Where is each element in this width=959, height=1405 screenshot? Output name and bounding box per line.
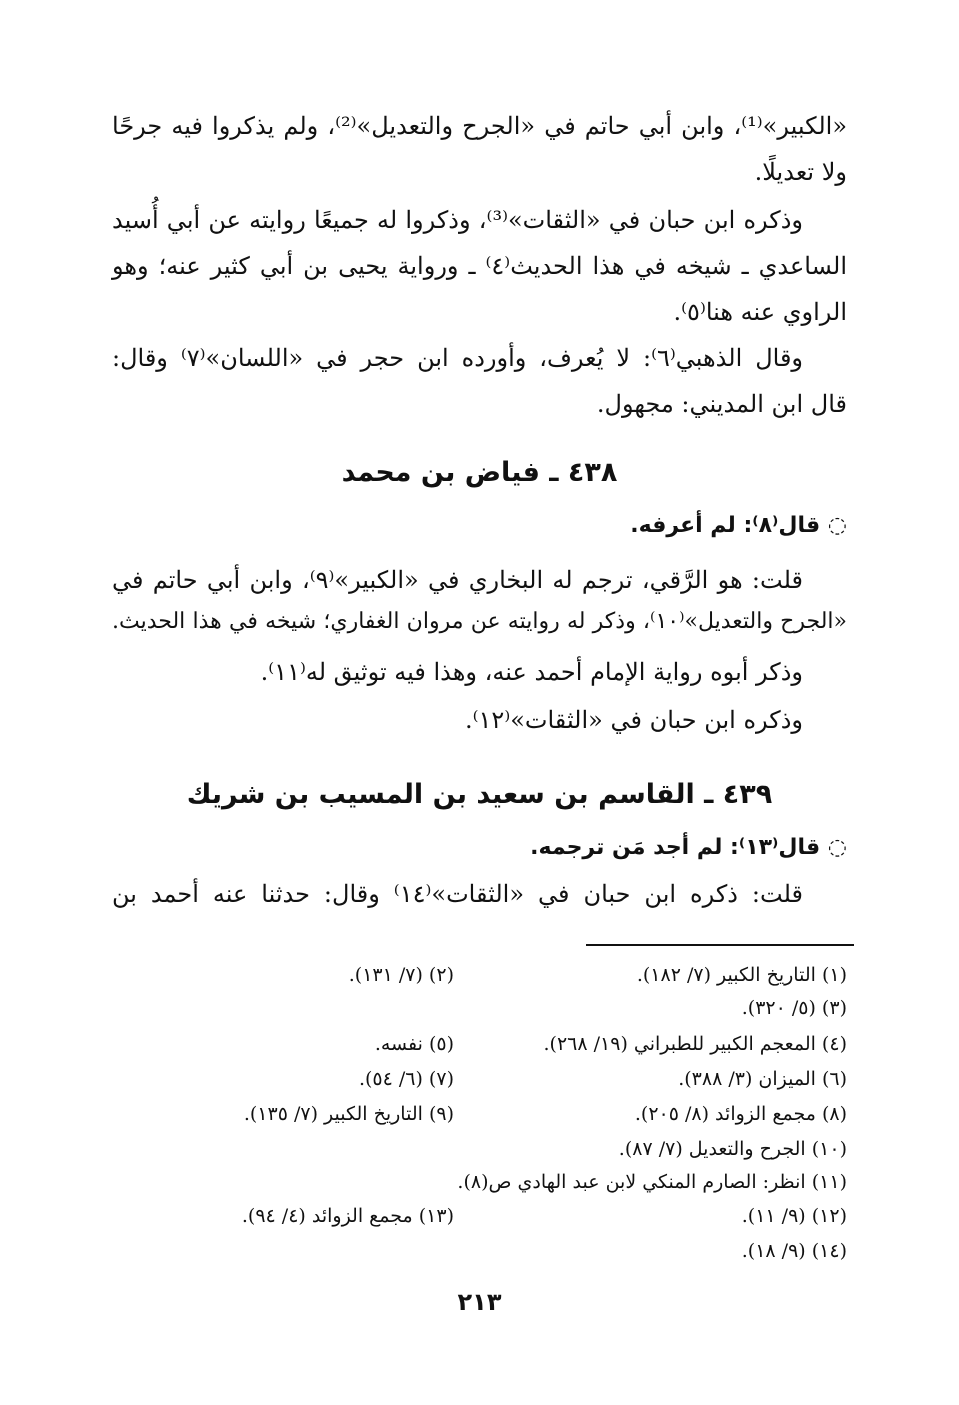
qal-statement: ◌ قال⁽١٣⁾: لم أجد مَن ترجمه. bbox=[530, 835, 847, 860]
footnote: (٧) (٦/ ٥٤). bbox=[358, 1068, 454, 1090]
footnote: (١٤) (٩/ ١٨). bbox=[741, 1240, 847, 1262]
footnote: (٢) (٧/ ١٣١). bbox=[348, 964, 454, 986]
body-line: وقال الذهبي⁽٦⁾: لا يُعرف، وأورده ابن حجر في «اللسان»⁽٧⁾ وقال: bbox=[112, 344, 804, 372]
body-line: ولا تعديلًا. bbox=[754, 158, 847, 186]
footnote: (١٣) مجمع الزوائد (٤/ ٩٤). bbox=[241, 1205, 454, 1227]
page-number: ٢١٣ bbox=[457, 1288, 502, 1316]
entry-heading: ٤٣٩ ـ القاسم بن سعيد بن المسيب بن شريك bbox=[186, 779, 773, 810]
body-line: وذكر أبوه رواية الإمام أحمد عنه، وهذا فيه توثيق له⁽١١⁾. bbox=[260, 658, 803, 686]
footnote: (٣) (٥/ ٣٢٠). bbox=[741, 997, 847, 1019]
footnote: (٦) الميزان (٣/ ٣٨٨). bbox=[678, 1068, 847, 1090]
qal-statement: ◌ قال⁽٨⁾: لم أعرفه. bbox=[630, 513, 847, 538]
footnote: (١٠) الجرح والتعديل (٧/ ٨٧). bbox=[618, 1138, 847, 1160]
footnote: (١) التاريخ الكبير (٧/ ١٨٢). bbox=[636, 964, 847, 986]
entry-heading: ٤٣٨ ـ فياض بن محمد bbox=[341, 457, 618, 488]
body-line: وذكره ابن حبان في «الثقات»⁽١٢⁾. bbox=[465, 706, 803, 734]
body-line: الساعدي ـ شيخه في هذا الحديث⁽٤⁾ ـ ورواية يحيى بن أبي كثير عنه؛ وهو bbox=[112, 252, 848, 280]
footnote: (١٢) (٩/ ١١). bbox=[741, 1205, 847, 1227]
body-line: الراوي عنه هنا⁽٥⁾. bbox=[673, 298, 847, 326]
footnote: (٨) مجمع الزوائد (٨/ ٢٠٥). bbox=[634, 1103, 847, 1125]
body-line: وذكره ابن حبان في «الثقات»⁽³⁾، وذكروا له جميعًا روايته عن أبي أُسيد bbox=[112, 206, 803, 234]
footnote: (١١) انظر: الصارم المنكي لابن عبد الهادي ص(٨). bbox=[457, 1171, 847, 1193]
body-line: «الجرح والتعديل»⁽١٠⁾، وذكر له روايته عن مروان الغفاري؛ شيخه في هذا الحديث. bbox=[112, 609, 848, 634]
body-line: قلت: هو الرَّقي، ترجم له البخاري في «الكبير»⁽٩⁾، وابن أبي حاتم في bbox=[112, 566, 804, 594]
body-line: «الكبير»⁽¹⁾، وابن أبي حاتم في «الجرح والتعديل»⁽²⁾، ولم يذكروا فيه جرحًا bbox=[112, 112, 848, 140]
footnote: (٥) نفسه. bbox=[374, 1033, 454, 1055]
footnote: (٩) التاريخ الكبير (٧/ ١٣٥). bbox=[243, 1103, 454, 1125]
body-line: قلت: ذكره ابن حبان في «الثقات»⁽١٤⁾ وقال: حدثنا عنه أحمد بن bbox=[112, 880, 803, 908]
footnote: (٤) المعجم الكبير للطبراني (١٩/ ٢٦٨). bbox=[543, 1033, 847, 1055]
body-line: قال ابن المديني: مجهول. bbox=[596, 390, 847, 418]
footnote-separator bbox=[586, 944, 854, 946]
